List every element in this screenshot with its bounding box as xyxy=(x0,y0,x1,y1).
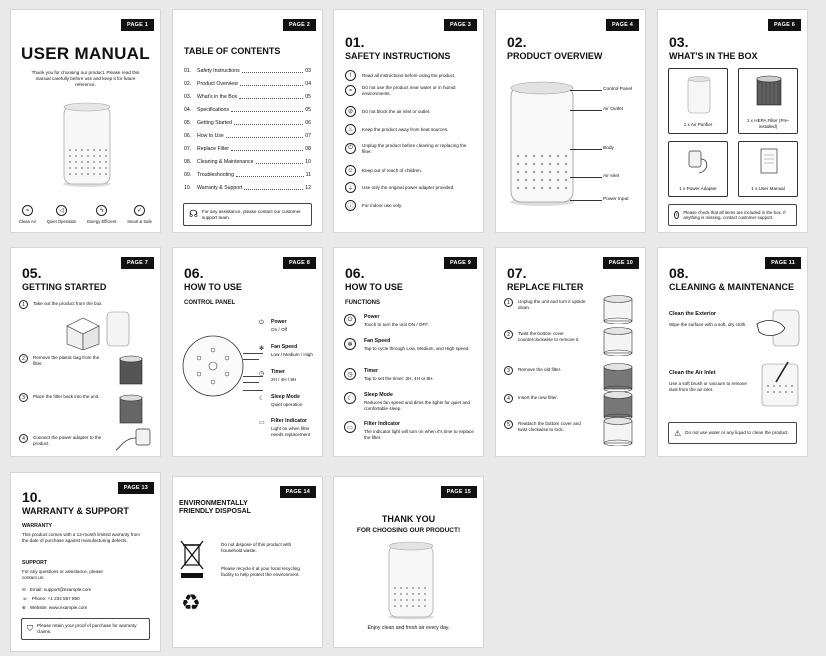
page-number: PAGE 6 xyxy=(768,19,801,31)
warranty-text: This product comes with a 12-month limited warranty from the date of purchase against manufacturing defects. xyxy=(22,532,140,543)
toc-page: 11 xyxy=(305,172,311,178)
label-control-panel: Control Panel xyxy=(603,87,633,92)
control-icon: ▭ xyxy=(259,420,265,426)
step-number: 3 xyxy=(504,366,513,375)
page-number: PAGE 15 xyxy=(441,486,477,498)
toc-page: 06 xyxy=(305,120,311,126)
heat-icon: ♨ xyxy=(345,124,356,135)
control-name: Fan Speed xyxy=(271,344,298,350)
toc-page: 08 xyxy=(305,146,311,152)
toc-number: 08. xyxy=(184,159,192,165)
child-icon: ☺ xyxy=(345,165,356,176)
control-icon: ✻ xyxy=(259,346,265,352)
toc-title: Safety Instructions xyxy=(197,68,240,74)
label-power-input: Power Input xyxy=(603,197,629,202)
section-number: 08. xyxy=(669,265,689,281)
section-title: REPLACE FILTER xyxy=(507,282,584,292)
crossed-bin-icon xyxy=(179,539,205,581)
disposal-text-2: Please recycle it at your local recycling facility to help protect the environment. xyxy=(221,566,300,577)
warning-icon: ! xyxy=(345,70,356,81)
label-air-inlet: Air Inlet xyxy=(603,174,620,179)
section-title: WARRANTY & SUPPORT xyxy=(22,506,129,516)
manual-page-15[interactable] xyxy=(333,476,484,648)
subtitle: CONTROL PANEL xyxy=(184,300,236,306)
toc-number: 03. xyxy=(184,94,192,100)
toc-row[interactable] xyxy=(184,172,311,178)
safety-item xyxy=(345,143,475,155)
control-icon: ⏻ xyxy=(259,320,264,326)
toc-title: Getting Started xyxy=(197,120,232,126)
page-number: PAGE 11 xyxy=(765,257,801,269)
safety-text: Use only the original power adapter provided. xyxy=(362,184,455,190)
toc-page: 10 xyxy=(305,159,311,165)
function-desc: The indicator light will turn on when it's time to replace the filter. xyxy=(364,429,474,440)
moon-icon: ☾ xyxy=(344,392,356,404)
feature-smart: ✓ Smart & Safe xyxy=(127,205,152,224)
function-desc: Reduces fan speed and dims the lights for quiet and comfortable sleep. xyxy=(364,400,470,411)
toc-number: 04. xyxy=(184,107,192,113)
label-air-outlet: Air Outlet xyxy=(603,107,623,112)
website-row: ⊕ Website: www.example.com xyxy=(22,605,88,610)
page-number: PAGE 7 xyxy=(121,257,154,269)
intro-text: Thank you for choosing our product. Please read this manual carefully before use and keep it for future reference. xyxy=(31,70,140,87)
toc-number: 06. xyxy=(184,133,192,139)
page-number: PAGE 2 xyxy=(283,19,316,31)
warranty-heading: WARRANTY xyxy=(22,523,52,529)
feature-clean-air: ≈ Clean Air xyxy=(19,205,36,224)
feature-energy: ϟ Energy Efficient xyxy=(87,205,116,224)
toc-leader xyxy=(244,185,303,190)
manual-page-1[interactable] xyxy=(10,9,161,233)
shield-icon: ✓ xyxy=(134,205,145,216)
control-desc: Light on when filter needs replacement xyxy=(271,426,311,437)
toc-title: How to Use xyxy=(197,133,224,139)
safety-item xyxy=(345,85,475,97)
safety-text: Do not block the air inlet or outlet. xyxy=(362,108,431,114)
wiping-hand-illustration xyxy=(753,304,803,350)
box-item-manual: 1 x User Manual xyxy=(738,141,798,197)
step-text: Remove the plastic bag from the filter. xyxy=(33,355,100,366)
toc-number: 10. xyxy=(184,185,192,191)
step-number: 2 xyxy=(19,354,28,363)
air-purifier-image xyxy=(506,78,578,208)
filter-cylinder-illustration xyxy=(600,416,636,446)
toc-number: 09. xyxy=(184,172,192,178)
exterior-desc: Wipe the surface with a soft, dry cloth. xyxy=(669,322,747,327)
fan-icon: ✻ xyxy=(344,338,356,350)
no-water-note: ⚠ Do not use water or any liquid to clean the product. xyxy=(668,422,797,444)
safety-text: For indoor use only. xyxy=(362,202,403,208)
safety-item xyxy=(345,106,475,117)
manual-page-6[interactable] xyxy=(657,9,808,233)
page-title: ENVIRONMENTALLY FRIENDLY DISPOSAL xyxy=(179,500,251,516)
toc-number: 01. xyxy=(184,68,192,74)
toc-leader xyxy=(239,94,303,99)
section-number: 05. xyxy=(22,265,42,281)
control-panel-dial xyxy=(181,334,245,398)
section-title: GETTING STARTED xyxy=(22,282,107,292)
function-name: Power xyxy=(364,314,380,320)
toc-row[interactable] xyxy=(184,185,311,191)
toc-row[interactable] xyxy=(184,133,311,139)
toc-title: Replace Filter xyxy=(197,146,230,152)
unbox-illustration xyxy=(63,306,133,350)
lightning-icon: ϟ xyxy=(96,205,107,216)
step-number: 1 xyxy=(504,298,513,307)
toc-page: 03 xyxy=(305,68,311,74)
page-title: TABLE OF CONTENTS xyxy=(184,46,281,56)
section-title: WHAT'S IN THE BOX xyxy=(669,51,758,61)
toc-leader xyxy=(236,172,304,177)
manual-page-11[interactable] xyxy=(657,247,808,457)
step-number: 5 xyxy=(504,420,513,429)
power-icon: ⏻ xyxy=(344,314,356,326)
filter-bag-illustration xyxy=(116,354,146,388)
control-callout-line xyxy=(243,359,259,360)
safety-item xyxy=(345,70,475,81)
filter-icon xyxy=(755,75,783,107)
function-name: Sleep Mode xyxy=(364,392,393,398)
support-text: For any questions or assistance, please contact us: xyxy=(22,569,103,580)
toc-title: Product Overview xyxy=(197,81,238,87)
plug-icon: ⏚ xyxy=(345,182,356,193)
control-callout-line xyxy=(243,390,263,391)
safety-item xyxy=(345,124,475,135)
air-purifier-image xyxy=(60,100,114,188)
toc-leader xyxy=(231,107,303,112)
control-icon: ◷ xyxy=(259,371,265,377)
toc-leader xyxy=(231,146,303,151)
control-callout-line xyxy=(243,382,259,383)
box-item-filter: 1 x HEPA Filter (Pre-installed) xyxy=(738,68,798,134)
function-desc: Tap to set the timer: 2H, 4H or 8H. xyxy=(364,376,434,381)
inlet-title: Clean the Air Inlet xyxy=(669,370,716,376)
control-icon: ☾ xyxy=(259,396,265,402)
toc-title: Specifications xyxy=(197,107,230,113)
toc-leader xyxy=(234,120,303,125)
feature-icons xyxy=(19,205,152,224)
toc-row[interactable] xyxy=(184,146,311,152)
section-number: 07. xyxy=(507,265,527,281)
step-text: Place the filter back into the unit. xyxy=(33,394,100,399)
step-text: Twist the bottom cover counterclockwise to remove it. xyxy=(518,331,580,342)
thank-you-title: THANK YOU xyxy=(381,514,436,524)
manual-page-13[interactable] xyxy=(10,472,161,652)
toc-title: What's in the Box xyxy=(197,94,238,100)
insert-filter-illustration xyxy=(116,393,146,427)
box-item-purifier: 1 x Air Purifier xyxy=(668,68,728,134)
info-icon: i xyxy=(674,211,679,219)
step-text: Remove the old filter. xyxy=(518,367,562,372)
toc-row[interactable] xyxy=(184,120,311,126)
feature-quiet: ◁ Quiet Operation xyxy=(47,205,77,224)
page-title: USER MANUAL xyxy=(21,44,150,63)
step-text: Reattach the bottom cover and twist clockwise to lock. xyxy=(518,421,581,432)
step-text: Unplug the unit and turn it upside down. xyxy=(518,299,586,310)
disposal-text-1: Do not dispose of this product with household waste. xyxy=(221,542,292,553)
recycle-icon: ♻ xyxy=(181,590,201,615)
page-number: PAGE 4 xyxy=(606,19,639,31)
safety-text: Do not use the product near water or in humid environments. xyxy=(362,85,456,96)
safety-item xyxy=(345,200,475,211)
step-number: 4 xyxy=(504,394,513,403)
water-icon: ≈ xyxy=(345,85,356,96)
toc-title: Troubleshooting xyxy=(197,172,235,178)
safety-item xyxy=(345,182,475,193)
page-number: PAGE 8 xyxy=(283,257,316,269)
filter-indicator-icon: ▭ xyxy=(344,421,356,433)
safety-text: Read all instructions before using the product. xyxy=(362,72,456,78)
control-desc: Quiet operation xyxy=(271,402,303,407)
safety-text: Keep the product away from heat sources. xyxy=(362,126,449,132)
page-number: PAGE 1 xyxy=(121,19,154,31)
safety-text: Keep out of reach of children. xyxy=(362,167,423,173)
callout-line xyxy=(570,177,602,178)
control-desc: 2H / 4H / 8H xyxy=(271,377,297,382)
brush-illustration xyxy=(758,360,802,410)
inlet-desc: Use a soft brush or vacuum to remove dust from the air inlet. xyxy=(669,381,747,392)
toc-row[interactable] xyxy=(184,81,311,87)
exterior-title: Clean the Exterior xyxy=(669,311,717,317)
page-number: PAGE 10 xyxy=(603,257,639,269)
manual-page-14[interactable] xyxy=(172,476,323,648)
toc-title: Warranty & Support xyxy=(197,185,243,191)
control-desc: On / Off xyxy=(271,327,287,332)
support-heading: SUPPORT xyxy=(22,560,48,566)
control-name: Timer xyxy=(271,369,286,375)
warning-icon: ⚠ xyxy=(674,428,682,438)
toc-title: Cleaning & Maintenance xyxy=(197,159,254,165)
toc-row[interactable] xyxy=(184,68,311,74)
power-adapter-icon xyxy=(685,147,713,177)
function-desc: Touch to turn the unit ON / OFF. xyxy=(364,322,429,327)
phone-row: ☏ Phone: +1 234 567 890 xyxy=(22,596,80,601)
manual-page-4[interactable] xyxy=(495,9,646,233)
section-number: 03. xyxy=(669,34,689,50)
toc-number: 07. xyxy=(184,146,192,152)
callout-line xyxy=(570,90,602,91)
page-number: PAGE 3 xyxy=(444,19,477,31)
speaker-icon: ◁ xyxy=(56,205,67,216)
footer-text: Enjoy clean and fresh air every day. xyxy=(367,625,450,631)
subtitle: FUNCTIONS xyxy=(345,300,380,306)
support-note: ☊ For any assistance, please contact our customer support team. xyxy=(183,203,312,226)
toc-number: 02. xyxy=(184,81,192,87)
control-callout-line xyxy=(243,353,263,354)
info-icon: ⓘ xyxy=(345,200,356,211)
section-number: 06. xyxy=(345,265,365,281)
label-body: Body xyxy=(603,146,614,151)
filter-cylinder-illustration xyxy=(600,294,636,324)
toc-leader xyxy=(242,68,304,73)
safety-item xyxy=(345,165,475,176)
page-number: PAGE 14 xyxy=(280,486,316,498)
page-number: PAGE 13 xyxy=(118,482,154,494)
unplug-icon: ⏻ xyxy=(345,143,356,154)
section-number: 10. xyxy=(22,489,42,505)
wind-icon: ≈ xyxy=(22,205,33,216)
proof-note: ⛉ Please retain your proof of purchase for warranty claims. xyxy=(21,618,150,640)
manual-page-7[interactable] xyxy=(10,247,161,457)
filter-cylinder-illustration xyxy=(600,362,636,392)
air-purifier-image xyxy=(385,540,437,620)
toc-row[interactable] xyxy=(184,94,311,100)
thank-you-subtitle: FOR CHOOSING OUR PRODUCT! xyxy=(356,527,461,534)
toc-page: 05 xyxy=(305,107,311,113)
toc-page: 04 xyxy=(305,81,311,87)
step-number: 3 xyxy=(19,393,28,402)
toc-leader xyxy=(240,81,303,86)
toc-page: 05 xyxy=(305,94,311,100)
step-text: Connect the power adapter to the product. xyxy=(33,435,102,446)
toc-page: 07 xyxy=(305,133,311,139)
toc-leader xyxy=(256,159,304,164)
section-number: 01. xyxy=(345,34,365,50)
section-title: HOW TO USE xyxy=(184,282,242,292)
check-note: i Please check that all items are included in the box. If anything is missing, contact customer support. xyxy=(668,204,797,226)
headset-icon: ☊ xyxy=(189,209,198,220)
manual-icon xyxy=(759,147,779,175)
callout-line xyxy=(570,110,602,111)
function-name: Filter Indicator xyxy=(364,421,401,427)
toc-leader xyxy=(226,133,303,138)
step-text: Insert the new filter. xyxy=(518,395,558,400)
callout-line xyxy=(570,149,602,150)
function-desc: Tap to cycle through Low, Medium, and High speed. xyxy=(364,346,470,351)
section-title: PRODUCT OVERVIEW xyxy=(507,51,603,61)
manual-page-9[interactable] xyxy=(333,247,484,457)
manual-page-10[interactable] xyxy=(495,247,646,457)
toc-row[interactable] xyxy=(184,107,311,113)
toc-row[interactable] xyxy=(184,159,311,165)
control-desc: Low / Medium / High xyxy=(271,352,313,357)
section-title: CLEANING & MAINTENANCE xyxy=(669,282,794,292)
step-number: 2 xyxy=(504,330,513,339)
section-number: 02. xyxy=(507,34,527,50)
filter-cylinder-illustration xyxy=(600,326,636,356)
callout-line xyxy=(570,200,602,201)
function-name: Timer xyxy=(364,368,379,374)
globe-icon: ⊕ xyxy=(22,605,26,610)
step-number: 1 xyxy=(19,300,28,309)
toc-number: 05. xyxy=(184,120,192,126)
box-item-adapter: 1 x Power Adapter xyxy=(668,141,728,197)
control-name: Sleep Mode xyxy=(271,394,300,400)
page-number: PAGE 9 xyxy=(444,257,477,269)
block-icon: ⊘ xyxy=(345,106,356,117)
manual-page-2[interactable] xyxy=(172,9,323,233)
step-text: Take out the product from the box. xyxy=(33,301,103,306)
manual-page-3[interactable] xyxy=(333,9,484,233)
shield-icon: ⛉ xyxy=(27,624,33,633)
timer-icon: ◷ xyxy=(344,368,356,380)
section-number: 06. xyxy=(184,265,204,281)
adapter-illustration xyxy=(114,426,154,454)
control-name: Power xyxy=(271,319,287,325)
manual-page-8[interactable] xyxy=(172,247,323,457)
email-row: ✉ Email: support@example.com xyxy=(22,587,92,592)
safety-text: Unplug the product before cleaning or replacing the filter. xyxy=(362,143,467,154)
step-number: 4 xyxy=(19,434,28,443)
phone-icon: ☏ xyxy=(22,596,28,601)
section-title: HOW TO USE xyxy=(345,282,403,292)
function-name: Fan Speed xyxy=(364,338,391,344)
toc-page: 12 xyxy=(305,185,311,191)
control-name: Filter Indicator xyxy=(271,418,308,424)
purifier-icon xyxy=(686,75,712,115)
mail-icon: ✉ xyxy=(22,587,26,592)
section-title: SAFETY INSTRUCTIONS xyxy=(345,51,451,61)
